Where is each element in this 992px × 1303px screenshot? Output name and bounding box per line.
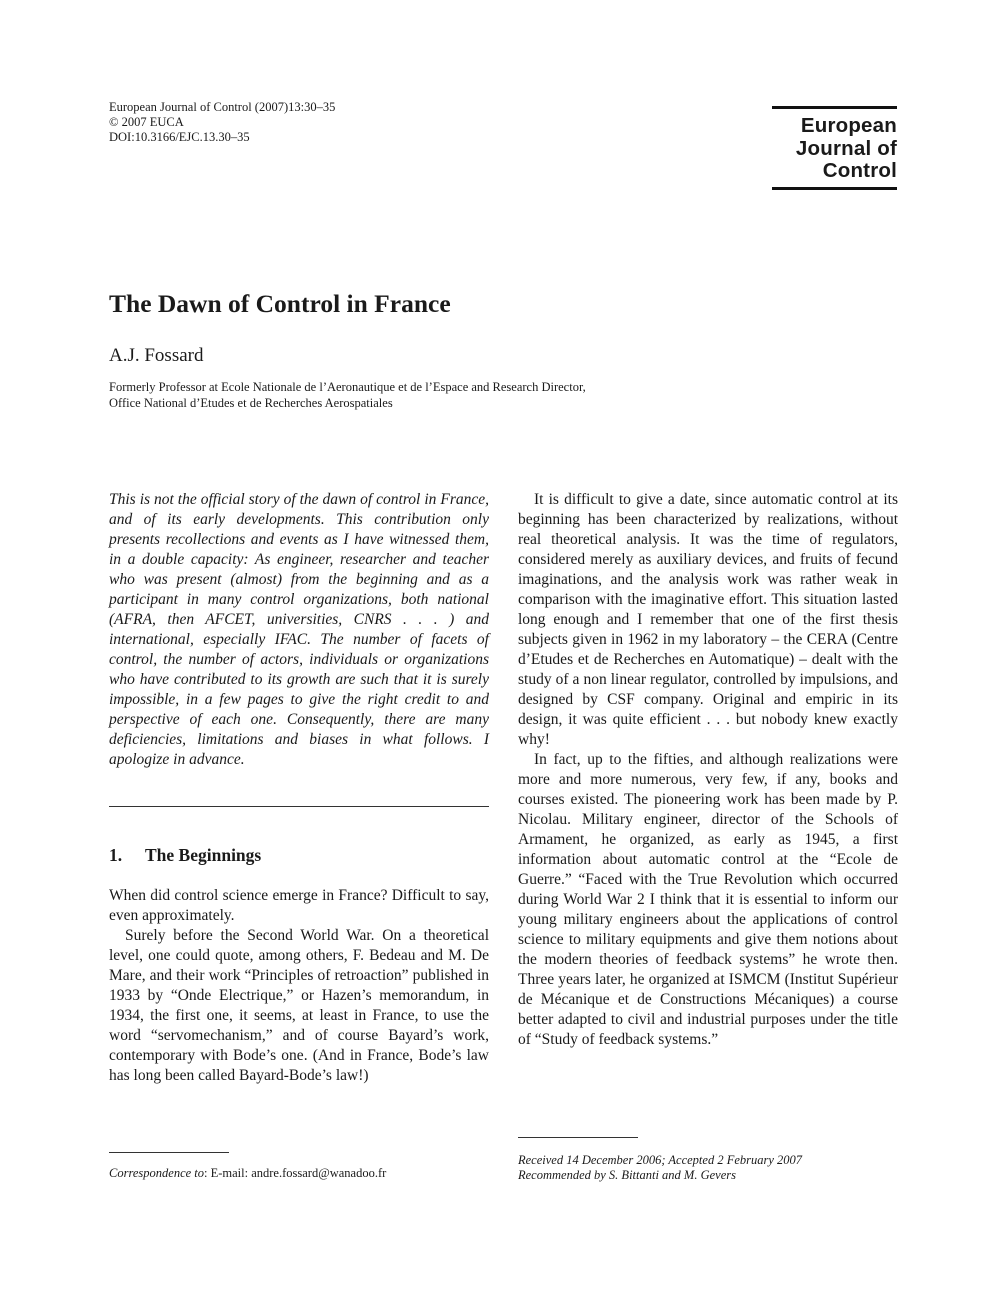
right-column-body: [518, 490, 898, 1050]
footnote-divider-left: [109, 1152, 229, 1153]
section-heading: [109, 845, 261, 866]
abstract-divider: [109, 806, 489, 807]
abstract: [109, 490, 489, 770]
paragraph: When did control science emerge in France? Difficult to say, even approximately.: [109, 887, 489, 924]
paragraph: It is difficult to give a date, since automatic control at its beginning has been characterized by realizations, without real theoretical analysis. It was the time of regulators, considered merely as auxiliary devices, and fruits of fecund imaginations, and the analysis work was rather weak in comparison with the imaginative effort. This situation lasted long enough and I remember that one of the first thesis subjects given in 1962 in my laboratory – the CERA (Centre d’Etudes et de Recherches en Automatique) – dealt with the study of a non linear regulator, controlled by impulsions, and designed by CSF company. Original and empiric in its design, it was quite efficient . . . but nobody knew exactly why!: [518, 491, 898, 748]
correspondence-footnote: [109, 1166, 386, 1181]
footnote-divider-right: [518, 1137, 638, 1138]
logo-line-1: European: [800, 114, 897, 137]
journal-meta: [109, 100, 335, 145]
article-title: The Dawn of Control in France: [109, 289, 451, 318]
author-affiliation: [109, 379, 586, 411]
correspondence-label: Correspondence to: [109, 1166, 205, 1180]
logo-line-2: Journal of: [795, 136, 897, 160]
affiliation-line-2: Office National d’Etudes et de Recherches Aerospatiales: [109, 396, 393, 410]
recommended-by: Recommended by S. Bittanti and M. Gevers: [518, 1168, 736, 1182]
logo-line-3: Control: [822, 159, 897, 182]
affiliation-line-1: Formerly Professor at Ecole Nationale de l’Aeronautique et de l’Espace and Research Director,: [109, 380, 586, 394]
copyright-line: © 2007 EUCA: [109, 115, 184, 129]
paragraph: In fact, up to the fifties, and although realizations were more and more numerous, very few, if any, books and courses existed. The pioneering work has been made by P. Nicolau. Military engineer, director of the Schools of Armament, he organized, as early as 1945, a first information about automatic control at the “Ecole de Guerre.” “Faced with the True Revolution which occurred during World War 2 I think that it is essential to inform our young military engineers about the applications of control science to military equipments and give them notions about the modern theories of feedback systems” he wrote then. Three years later, he organized at ISMCM (Institut Supérieur de Mécanique et de Constructions Mécaniques) a course better adapted to civil and industrial purposes under the title of “Study of feedback systems.”: [518, 751, 898, 1048]
received-footnote: [518, 1153, 802, 1183]
paragraph: Surely before the Second World War. On a theoretical level, one could quote, among others, F. Bedeau and M. De Mare, and their work “Principles of retroaction” published in 1933 by “Onde Electrique,” or Hazen’s memorandum, in 1934, the first one, it seems, at least in France, to use the word “servomechanism,” and of course Bayard’s work, contemporary with Bode’s one. (And in France, Bode’s law has long been called Bayard-Bode’s law!): [109, 927, 489, 1084]
left-column-body: [109, 886, 489, 1086]
received-date: Received 14 December 2006; Accepted 2 February 2007: [518, 1153, 803, 1167]
logo-text: [772, 109, 897, 187]
section-title: The Beginnings: [145, 845, 262, 865]
doi-line: DOI:10.3166/EJC.13.30–35: [109, 130, 250, 144]
journal-citation: European Journal of Control (2007)13:30–35: [109, 100, 336, 114]
abstract-text: This is not the official story of the dawn of control in France, and of its early developments. This contribution only presents recollections and events as I have witnessed them, in a double capacity: As engineer, researcher and teacher who was present (almost) from the beginning and as a participant in many control organizations, both national (AFRA, then AFCET, universities, CNRS . . . ) and international, especially IFAC. The number of facets of control, the number of actors, individuals or organizations who have contributed to its growth are such that it is surely impossible, in a few pages to give the right credit to and perspective of each one. Consequently, there are many deficiencies, limitations and biases in what follows. I apologize in advance.: [109, 491, 489, 768]
journal-logo: [772, 106, 897, 190]
article-author: A.J. Fossard: [109, 345, 204, 366]
correspondence-email: : E-mail: andre.fossard@wanadoo.fr: [204, 1166, 387, 1180]
section-number: 1.: [109, 845, 123, 865]
logo-bottom-rule: [772, 187, 897, 190]
